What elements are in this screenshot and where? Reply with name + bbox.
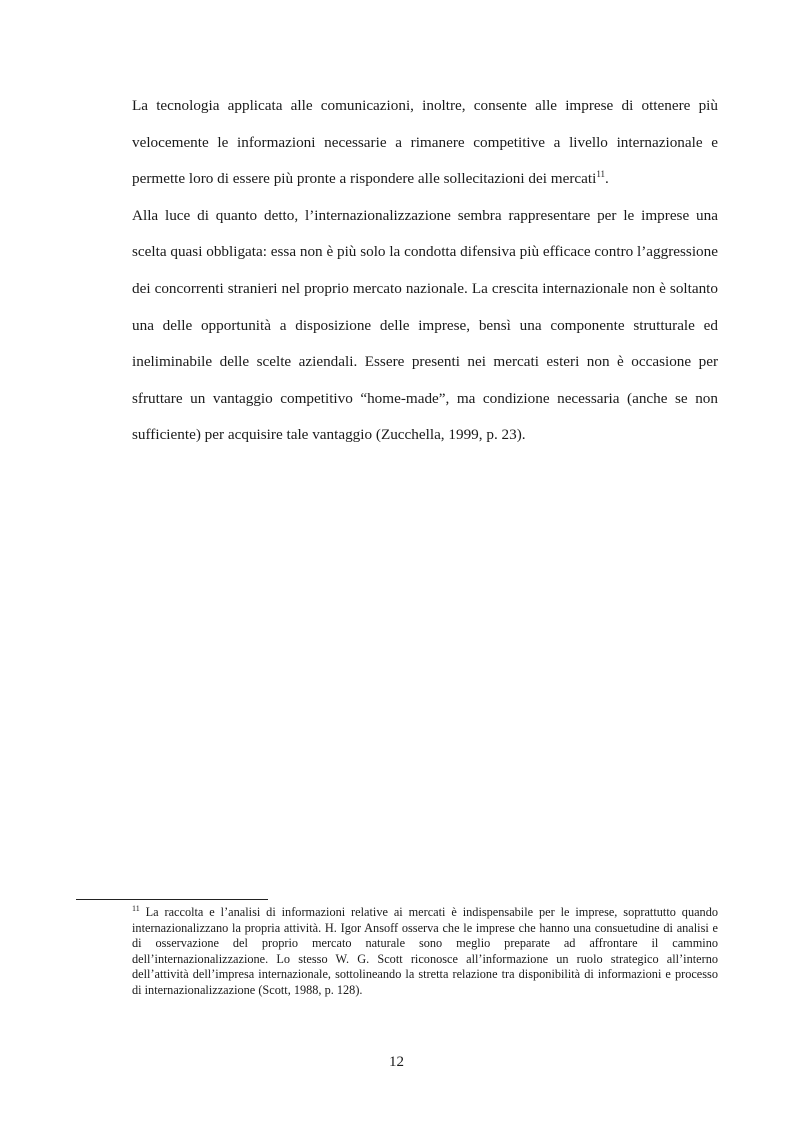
paragraph-2: Alla luce di quanto detto, l’internazionalizzazione sembra rappresentare per le imprese una scelta quasi obbligata: essa non è più solo la condotta difensiva più efficace contro l’aggressione dei concorrenti stranieri nel proprio mercato nazionale. La crescita internazionale non è soltanto una delle opportunità a disposizione delle imprese, bensì una componente strutturale ed ineliminabile delle scelte aziendali. Essere presenti nei mercati esteri non è occasione per sfruttare un vantaggio competitivo “home-made”, ma condizione necessaria (anche se non sufficiente) per acquisire tale vantaggio (Zucchella, 1999, p. 23).	[132, 206, 718, 444]
footnote-number: 11	[132, 904, 140, 913]
footnote-text: La raccolta e l’analisi di informazioni relative ai mercati è indispensabile per le imprese, soprattutto quando internazionalizzano la propria attività. H. Igor Ansoff osserva che le imprese che hanno una consuetudine di analisi e di osservazione del proprio mercato naturale sono meglio preparate ad affrontare il cammino dell’internazionalizzazione. Lo stesso W. G. Scott riconosce all’informazione un ruolo strategico all’interno dell’attività dell’impresa internazionale, sottolineando la stretta relazione tra disponibilità di informazioni e processo di internazionalizzazione (Scott, 1988, p. 128).	[132, 905, 718, 997]
body-text	[132, 88, 718, 454]
paragraph-1	[132, 88, 718, 198]
paragraph-1-end: .	[604, 170, 609, 188]
paragraph-1-text: La tecnologia applicata alle comunicazioni, inoltre, consente alle imprese di ottenere più velocemente le informazioni necessarie a rimanere competitive a livello internazionale e permette loro di essere più pronte a rispondere alle sollecitazioni dei mercati	[132, 97, 718, 188]
footnote	[132, 905, 718, 999]
page-number: 12	[389, 1054, 404, 1070]
footnote-reference: 11	[596, 169, 605, 180]
footnote-separator	[76, 899, 268, 900]
